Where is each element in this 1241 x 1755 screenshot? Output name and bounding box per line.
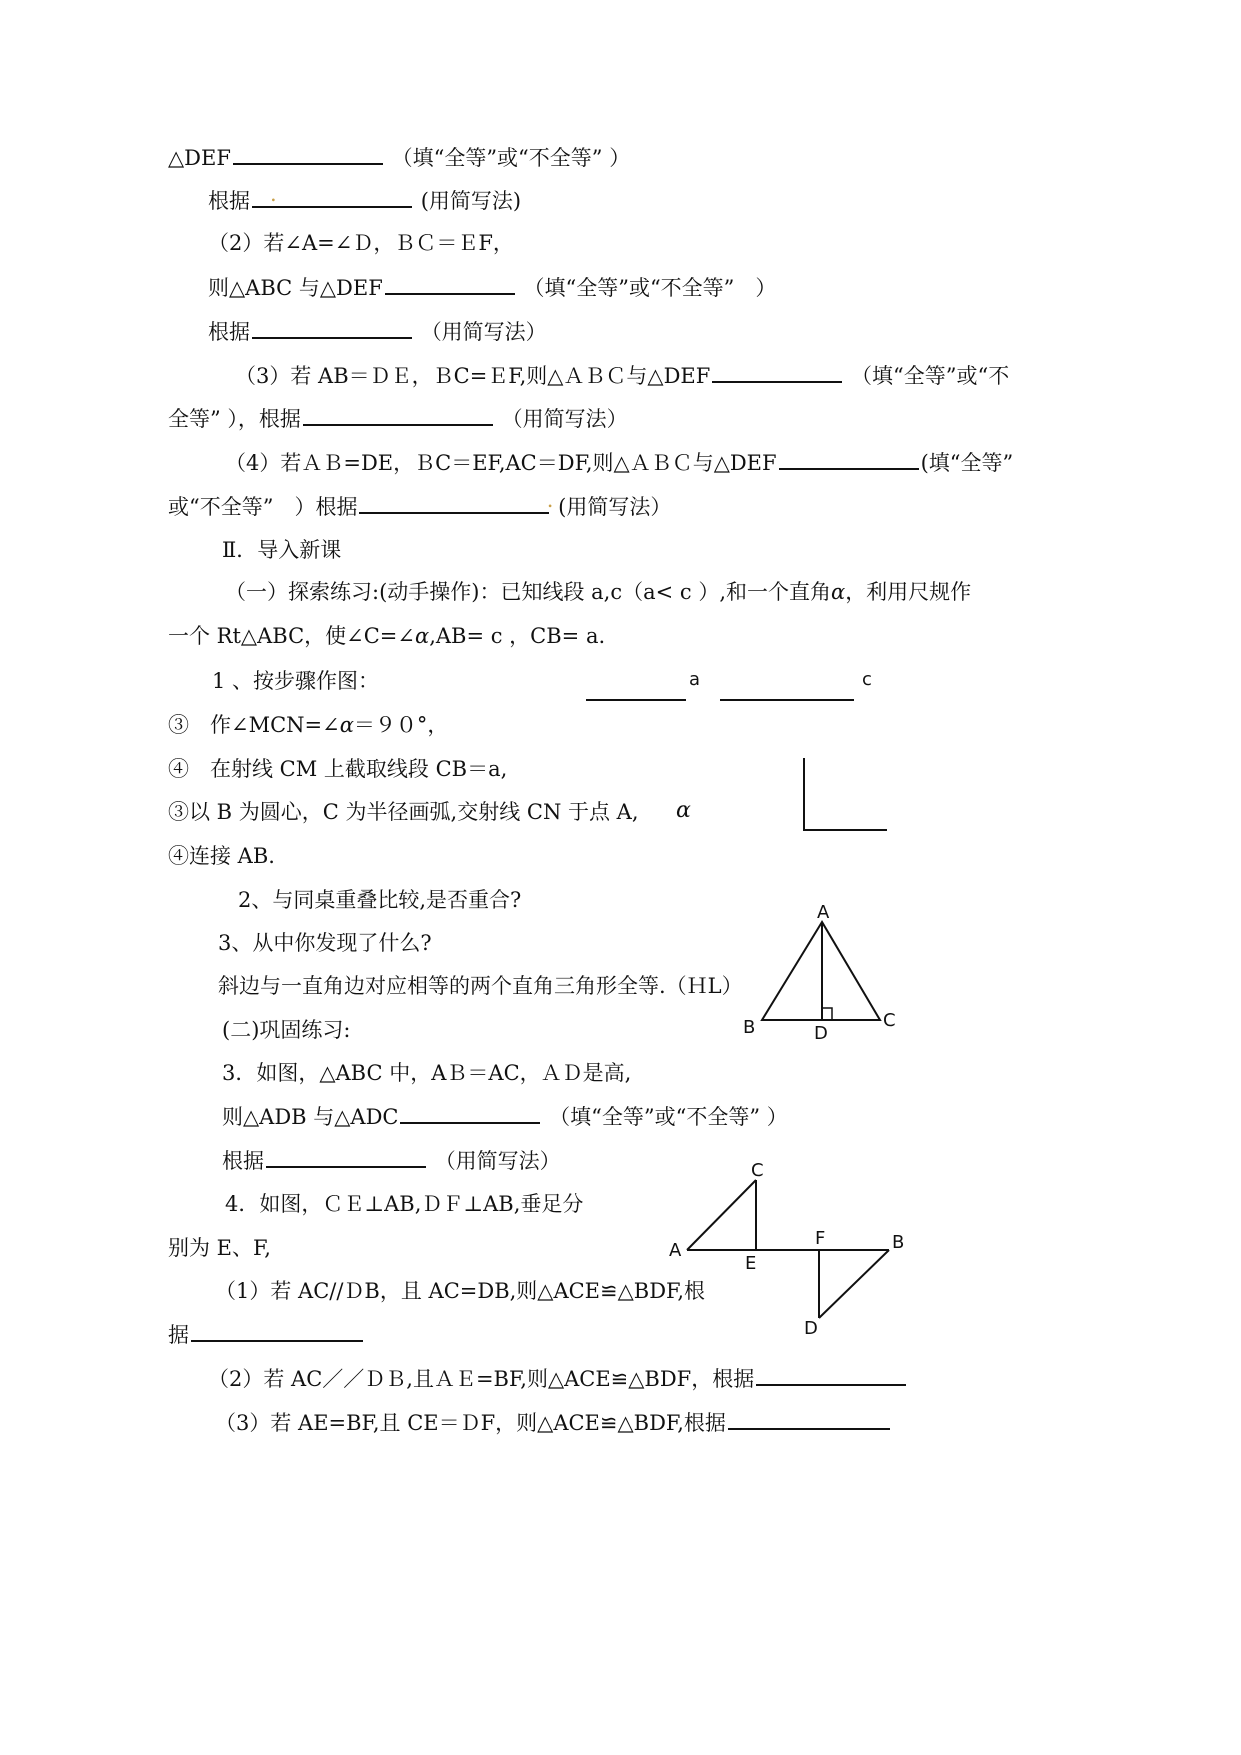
- triangle-abc-figure: [735, 900, 905, 1045]
- text: （用简写法）: [501, 407, 628, 431]
- line-4: [208, 273, 776, 302]
- text: 3、从中你发现了什么?: [218, 931, 432, 955]
- text: 根据: [208, 189, 250, 213]
- text: (二)巩固练习:: [222, 1018, 351, 1042]
- line-30: [215, 1408, 892, 1437]
- text: 1 、按步骤作图：: [212, 669, 380, 693]
- text: （2）若∠A=∠Ｄ，ＢＣ＝ＥF，: [208, 231, 514, 255]
- answer-blank[interactable]: [385, 273, 515, 295]
- text: 一个 Rt△ABC，使∠C=∠: [168, 624, 415, 648]
- text: 据: [168, 1323, 189, 1347]
- text: （1）若 AC//ＤB，且 AC=DB,则△ACE≌△BDF,根: [215, 1279, 706, 1303]
- text: (用简写法): [420, 189, 522, 213]
- text: 3．如图，△ABC 中，AＢ＝AC，ＡＤ是高,: [222, 1061, 632, 1085]
- text: 全等” ），根据: [168, 407, 301, 431]
- text: ③以 B 为圆心，C 为半径画弧,交射线 CN 于点 A,: [168, 800, 639, 824]
- label-c: C: [751, 1160, 764, 1181]
- text: (用简写法）: [558, 495, 672, 519]
- text: （填“全等”或“不: [851, 364, 1010, 388]
- text: ④连接 AB.: [168, 844, 275, 868]
- right-angle-lines: [804, 758, 887, 830]
- answer-blank[interactable]: [303, 404, 493, 426]
- text: 斜边与一直角边对应相等的两个直角三角形全等.（ＨL）: [218, 974, 743, 998]
- line-13: [212, 667, 379, 695]
- line-2: [208, 182, 522, 215]
- text: （3）若 AE=BF,且 CE＝ＤF，则△ACE≌△BDF,根据: [215, 1411, 726, 1435]
- line-29: [208, 1364, 908, 1393]
- line-12: [168, 622, 605, 650]
- text: （3）若 AB＝ＤＥ，ＢC=ＥF,则△ＡＢＣ与△DEF: [235, 364, 711, 388]
- label-a: A: [817, 902, 830, 923]
- line-23: [222, 1102, 788, 1131]
- text: 别为 E、F,: [168, 1236, 271, 1260]
- dot-mark: .: [546, 488, 554, 512]
- answer-blank[interactable]: [728, 1408, 890, 1430]
- line-21: [222, 1016, 350, 1044]
- answer-blank[interactable]: [252, 182, 412, 208]
- line-16: [168, 798, 639, 826]
- text: （用简写法）: [434, 1149, 561, 1173]
- line-20: [218, 972, 743, 1000]
- label-b: B: [743, 1017, 756, 1038]
- text: （填“全等”或“不全等” ）: [523, 276, 777, 300]
- line-1: [168, 143, 630, 172]
- segment-c-label: c: [862, 669, 872, 690]
- label-b: B: [892, 1232, 905, 1253]
- line-24: [222, 1146, 561, 1175]
- line-ac: [687, 1180, 756, 1250]
- line-11: [225, 578, 971, 606]
- text: ③ 作∠MCN=∠: [168, 713, 340, 737]
- answer-blank[interactable]: [779, 448, 919, 470]
- label-a: A: [669, 1240, 682, 1261]
- line-28: [168, 1320, 365, 1349]
- line-25: [225, 1190, 583, 1218]
- label-e: E: [745, 1253, 757, 1274]
- line-3: [208, 229, 514, 257]
- answer-blank[interactable]: [266, 1146, 426, 1168]
- text: 则△ADB 与△ADC: [222, 1105, 399, 1129]
- line-17: [168, 842, 275, 870]
- answer-blank[interactable]: [712, 361, 842, 383]
- text: 2、与同桌重叠比较,是否重合?: [238, 888, 522, 912]
- alpha-symbol: α: [415, 624, 430, 648]
- line-26: [168, 1234, 271, 1262]
- segment-a-label: a: [689, 669, 701, 690]
- text: 则△ABC 与△DEF: [208, 276, 383, 300]
- answer-blank[interactable]: [400, 1102, 540, 1124]
- alpha-label: α: [676, 798, 691, 823]
- line-8: [225, 448, 1013, 477]
- answer-blank[interactable]: [359, 488, 554, 514]
- line-14: [168, 711, 448, 739]
- text: （2）若 AC／／ＤＢ,且ＡＥ=BF,则△ACE≌△BDF，根据: [208, 1367, 755, 1391]
- section-heading: [222, 536, 341, 564]
- text: （填“全等”或“不全等” ）: [391, 146, 631, 170]
- text: （一）探索练习:(动手操作)：已知线段 a,c（a< c ）,和一个直角: [225, 580, 831, 604]
- line-7: [168, 404, 628, 433]
- text: Ⅱ．导入新课: [222, 538, 342, 562]
- line-27: [215, 1277, 705, 1305]
- label-f: F: [815, 1228, 826, 1249]
- answer-blank[interactable]: [252, 317, 412, 339]
- text: (填“全等”: [920, 451, 1014, 475]
- text: （填“全等”或“不全等” ）: [549, 1105, 788, 1129]
- answer-blank[interactable]: [756, 1364, 906, 1386]
- text: 根据: [222, 1149, 264, 1173]
- text: ＝９０°，: [353, 713, 449, 737]
- dot-mark: .: [270, 182, 277, 206]
- text: △DEF: [168, 146, 231, 170]
- text: （用简写法）: [420, 320, 547, 344]
- text: 4．如图，ＣＥ⊥AB,ＤＦ⊥AB,垂足分: [225, 1192, 584, 1216]
- line-5: [208, 317, 547, 346]
- label-d: D: [804, 1318, 818, 1339]
- line-19: [218, 929, 432, 957]
- label-d: D: [814, 1023, 828, 1044]
- text: 根据: [208, 320, 250, 344]
- answer-blank[interactable]: [191, 1320, 363, 1342]
- answer-blank[interactable]: [233, 143, 383, 165]
- text: 或“不全等” ）根据: [168, 495, 358, 519]
- right-angle-alpha-figure: [660, 755, 900, 840]
- alpha-symbol: α: [339, 713, 354, 737]
- right-angle-mark: [822, 1008, 832, 1020]
- line-18: [238, 886, 521, 914]
- given-segments: [580, 665, 880, 705]
- line-22: [222, 1059, 631, 1087]
- text: ，利用尺规作: [845, 580, 972, 604]
- text: （4）若ＡＢ=DE，ＢC＝EF,AC＝DF,则△ＡＢＣ与△DEF: [225, 451, 777, 475]
- label-c: C: [883, 1010, 896, 1031]
- line-db: [819, 1250, 889, 1318]
- line-9: [168, 488, 672, 521]
- line-6: [235, 361, 1009, 390]
- line-15: [168, 755, 507, 783]
- perpendicular-figure: [665, 1160, 915, 1340]
- alpha-symbol: α: [831, 580, 846, 604]
- text: ④ 在射线 CM 上截取线段 CB＝a,: [168, 757, 508, 781]
- text: ,AB= c ，CB= a.: [429, 624, 606, 648]
